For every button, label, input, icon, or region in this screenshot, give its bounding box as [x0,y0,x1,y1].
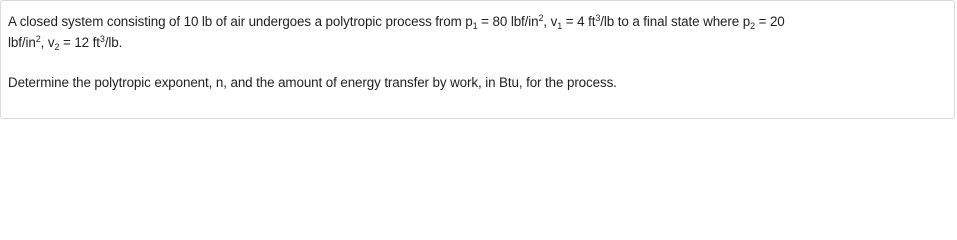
p1-symbol: p [465,14,473,29]
v1-symbol: v [550,14,558,29]
problem-question: Determine the polytropic exponent, n, and the amount of energy transfer by work, in Btu, for the process. [8,75,617,90]
v2-unit-exponent: 3 [99,34,105,44]
problem-statement [8,11,953,53]
statement-intro: A closed system consisting of 10 lb of air undergoes a polytropic process from [8,14,466,29]
p2-value: = 20 [754,14,785,29]
p2-subscript: 2 [750,21,755,31]
v1-subscript: 1 [557,21,563,31]
v1-unit-exponent: 3 [595,13,601,23]
v1-value: = 4 ft [562,14,596,29]
separator: , [40,35,48,50]
p2-unit: lbf/in [8,35,36,50]
problem-card [0,0,955,119]
v2-subscript: 2 [54,42,60,52]
v2-symbol: v [47,35,55,50]
p2-unit-exponent: 2 [35,34,41,44]
v2-value: = 12 ft [59,35,100,50]
p1-unit-exponent: 2 [538,13,544,23]
problem-text [8,11,953,93]
p1-subscript: 1 [472,21,478,31]
separator: , [543,14,551,29]
v1-unit: /lb to a final state where [600,14,743,29]
p2-symbol: p [742,14,751,29]
v2-unit: /lb. [104,35,123,50]
p1-value: = 80 lbf/in [477,14,539,29]
